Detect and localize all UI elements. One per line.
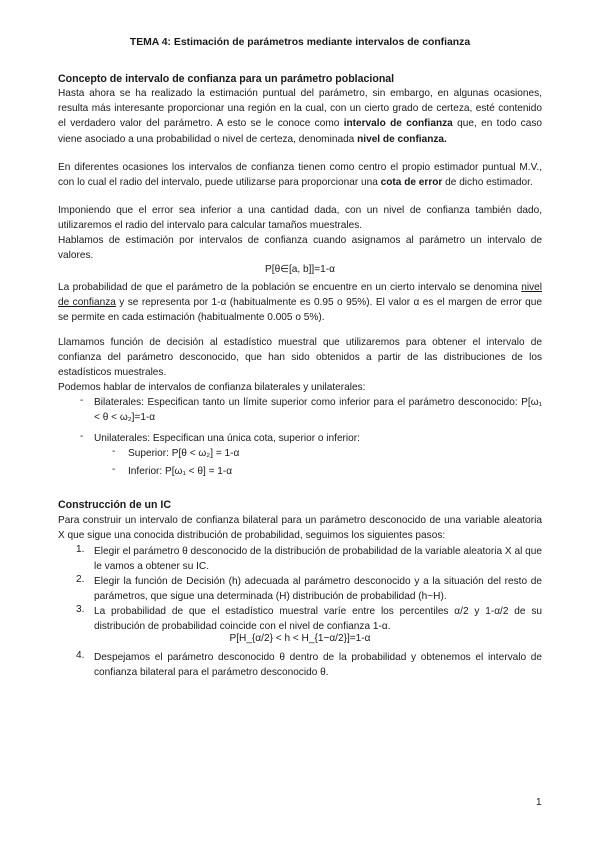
paragraph-center	[58, 160, 542, 190]
paragraph-intro	[58, 86, 542, 147]
underlined-term: nivel de confianza	[58, 282, 542, 309]
equation-decision: P[H_{α/2} < h < H_{1−α/2}]=1-α	[229, 633, 371, 644]
paragraph-interval: Hablamos de estimación por intervalos de confianza cuando asignamos al parámetro un intervalo de valores.	[58, 235, 542, 262]
text: de dicho estimador.	[442, 177, 533, 189]
text: Hasta ahora se ha realizado la estimación puntual del parámetro, sin embargo, en algunas ocasiones, resulta más interesante proporcionar una región en la cual, con un cierto grado de certeza, esté contenido el verdadero valor del parámetro. A esto se le conoce como	[58, 88, 542, 130]
formula: P[ω₁ < θ < ω₂]=1-α	[94, 397, 542, 424]
step-4: Despejamos el parámetro desconocido θ dentro de la probabilidad y obtenemos el intervalo de confianza bilateral para el parámetro desconocido θ.	[94, 652, 542, 679]
bold-term: cota de error	[380, 177, 443, 189]
bullet-dash: -	[80, 431, 84, 442]
page-title: TEMA 4: Estimación de parámetros mediante intervalos de confianza	[129, 37, 471, 48]
paragraph-decision: Llamamos función de decisión al estadístico muestral que utilizaremos para obtener el intervalo de confianza del parámetro desconocido, que han sido obtenidos a partir de las distribuciones de los estadísticos muestrales.	[58, 337, 542, 379]
text: y se representa por 1-α (habitualmente es 0.95 o 95%). El valor α es el margen de error que se permite en cada estimación (habitualmente 0.005 o 5%).	[58, 297, 542, 324]
step-number: 1.	[76, 544, 85, 555]
section-heading-concept: Concepto de intervalo de confianza para un parámetro poblacional	[58, 73, 395, 85]
text: En diferentes ocasiones los intervalos de confianza tienen como centro el propio estimador puntual M.V., con lo cual el radio del intervalo, puede utilizarse para proporcionar una	[58, 162, 542, 189]
paragraph-error: Imponiendo que el error sea inferior a una cantidad dada, con un nivel de confianza también dado, utilizaremos el radio del intervalo para calcular tamaños muestrales.	[58, 205, 542, 232]
page-number: 1	[536, 797, 542, 808]
text: que, en todo caso viene asociado a una probabilidad o nivel de certeza, denominada	[58, 118, 542, 145]
step-number: 4.	[76, 650, 85, 661]
step-1: Elegir el parámetro θ desconocido de la distribución de probabilidad de la variable aleatoria X al que le vamos a obtener su IC.	[94, 546, 542, 573]
step-number: 3.	[76, 604, 85, 615]
paragraph-confidence	[58, 280, 542, 326]
bullet-dash: -	[112, 464, 116, 475]
paragraph-construction-intro: Para construir un intervalo de confianza bilateral para un parámetro desconocido de una variable aleatoria X que sigue una conocida distribución de probabilidad, seguimos los siguientes pasos:	[58, 515, 542, 542]
bullet-dash: -	[80, 395, 84, 406]
bullet-dash: -	[112, 446, 116, 457]
text: Bilaterales: Especifican tanto un límite superior como inferior para el parámetro desconocido:	[94, 397, 522, 408]
bold-term: intervalo de confianza	[343, 118, 453, 130]
unilateral-item: Unilaterales: Especifican una única cota, superior o inferior:	[94, 433, 360, 444]
bilateral-item	[94, 395, 542, 425]
equation-interval: P[θ∈[a, b]]=1-α	[265, 264, 335, 275]
step-3: La probabilidad de que el estadístico muestral varíe entre los percentiles α/2 y 1-α/2 de su distribución de probabilidad coincide con el nivel de confianza 1-α.	[94, 606, 542, 633]
text: La probabilidad de que el parámetro de la población se encuentre en un cierto intervalo se denomina	[58, 282, 522, 293]
bold-term: nivel de confianza.	[357, 133, 447, 145]
step-number: 2.	[76, 574, 85, 585]
step-2: Elegir la función de Decisión (h) adecuada al parámetro desconocido y a la situación del resto de parámetros, que sigue una determinada (H) distribución de probabilidad (h~H).	[94, 576, 542, 603]
paragraph-types: Podemos hablar de intervalos de confianza bilaterales y unilaterales:	[58, 382, 366, 393]
section-heading-construction: Construcción de un IC	[58, 499, 172, 511]
superior-item: Superior: P[θ < ω₂] = 1-α	[128, 448, 240, 459]
inferior-item: Inferior: P[ω₁ < θ] = 1-α	[128, 466, 233, 477]
